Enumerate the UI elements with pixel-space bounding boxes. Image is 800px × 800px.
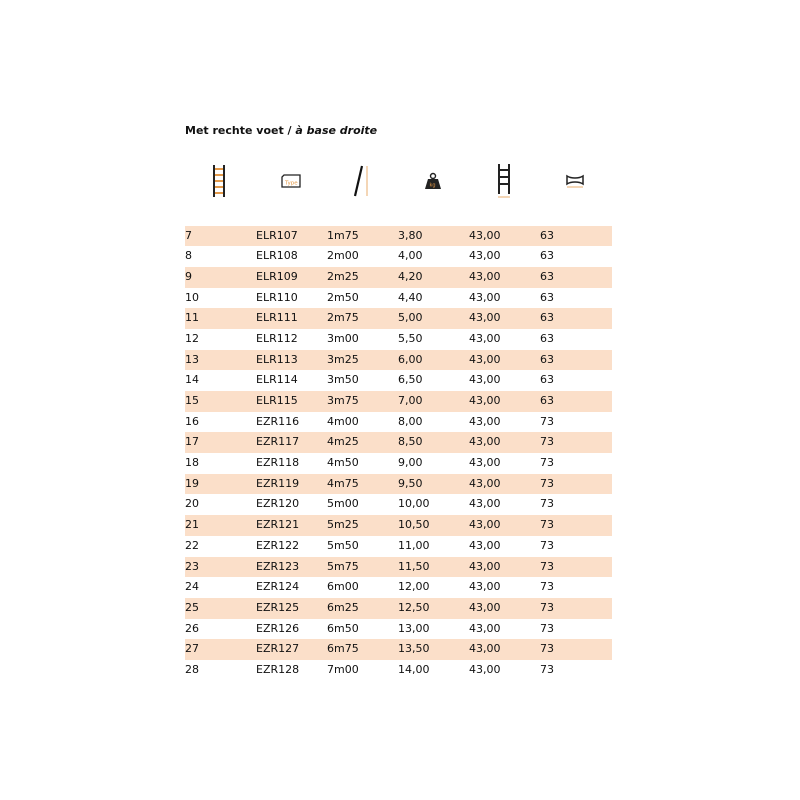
profile-cell: 73 [540, 662, 554, 676]
step-count-cell: 20 [185, 497, 199, 511]
width-cell: 43,00 [469, 352, 501, 366]
type-label-icon [271, 160, 311, 202]
article-code-cell: ELR108 [256, 249, 298, 263]
weight-cell: 5,00 [398, 311, 423, 325]
table-row [185, 391, 612, 412]
article-code-cell: ELR112 [256, 331, 298, 345]
profile-cell: 63 [540, 331, 554, 345]
width-cell: 43,00 [469, 394, 501, 407]
width-cell: 43,00 [469, 435, 501, 449]
profile-cell: 63 [540, 228, 554, 242]
weight-cell: 10,00 [398, 497, 430, 511]
profile-cell: 73 [540, 600, 554, 614]
weight-cell: 11,00 [398, 538, 430, 552]
profile-cell: 73 [540, 414, 554, 428]
weight-cell: 9,50 [398, 476, 423, 490]
step-count-cell: 16 [185, 414, 199, 428]
article-code-cell: EZR119 [256, 476, 300, 490]
profile-cell: 63 [540, 311, 554, 325]
article-code-cell: ELR115 [256, 394, 298, 407]
step-count-cell: 25 [185, 600, 199, 614]
step-count-cell: 9 [185, 269, 192, 283]
profile-cell: 63 [540, 249, 554, 263]
step-count-cell: 23 [185, 559, 199, 573]
table-row [185, 557, 612, 578]
length-cell: 6m00 [327, 580, 359, 594]
length-cell: 4m25 [327, 435, 359, 449]
length-cell: 2m75 [327, 311, 359, 325]
weight-cell: 3,80 [398, 228, 423, 242]
length-cell: 4m00 [327, 414, 359, 428]
width-cell: 43,00 [469, 642, 501, 656]
article-code-cell: EZR124 [256, 580, 300, 594]
table-row [185, 370, 612, 391]
profile-cell: 63 [540, 269, 554, 283]
width-cell: 43,00 [469, 249, 501, 263]
weight-cell: 11,50 [398, 559, 430, 573]
width-cell: 43,00 [469, 456, 501, 470]
weight-cell: 12,00 [398, 580, 430, 594]
weight-cell: 8,50 [398, 435, 423, 449]
step-count-cell: 7 [185, 228, 192, 242]
width-cell: 43,00 [469, 580, 501, 594]
article-code-cell: ELR114 [256, 373, 298, 387]
length-cell: 6m25 [327, 600, 359, 614]
step-count-cell: 18 [185, 456, 199, 470]
table-row [185, 494, 612, 515]
article-code-cell: EZR121 [256, 518, 300, 532]
table-row [185, 453, 612, 474]
step-count-cell: 27 [185, 642, 199, 656]
step-count-cell: 22 [185, 538, 199, 552]
profile-cell: 73 [540, 435, 554, 449]
svg-text:Type: Type [285, 180, 298, 187]
width-cell: 43,00 [469, 497, 501, 511]
step-count-cell: 21 [185, 518, 199, 532]
table-row [185, 619, 612, 640]
profile-cell: 73 [540, 538, 554, 552]
step-count-cell: 14 [185, 373, 199, 387]
section-title [185, 124, 377, 137]
profile-cell: 73 [540, 621, 554, 635]
weight-cell: 14,00 [398, 662, 430, 676]
step-count-cell: 12 [185, 331, 199, 345]
column-icons [185, 160, 612, 202]
table-row [185, 412, 612, 433]
article-code-cell: EZR122 [256, 538, 300, 552]
article-code-cell: EZR116 [256, 414, 300, 428]
article-code-cell: EZR120 [256, 497, 300, 511]
width-cell: 43,00 [469, 600, 501, 614]
step-count-cell: 24 [185, 580, 199, 594]
table-row [185, 350, 612, 371]
length-cell: 1m75 [327, 228, 359, 242]
weight-cell: 10,50 [398, 518, 430, 532]
length-cell: 3m25 [327, 352, 359, 366]
article-code-cell: ELR109 [256, 269, 298, 283]
length-cell: 5m75 [327, 559, 359, 573]
length-cell: 4m75 [327, 476, 359, 490]
weight-cell: 12,50 [398, 600, 430, 614]
profile-cell: 73 [540, 497, 554, 511]
ladder-width-icon [484, 160, 524, 202]
weight-cell: 4,00 [398, 249, 423, 263]
width-cell: 43,00 [469, 518, 501, 532]
table-row [185, 515, 612, 536]
step-count-cell: 10 [185, 290, 199, 304]
article-code-cell: EZR118 [256, 456, 300, 470]
width-cell: 43,00 [469, 269, 501, 283]
table-row [185, 474, 612, 495]
table-row [185, 226, 612, 247]
profile-cell: 73 [540, 642, 554, 656]
weight-cell: 7,00 [398, 394, 423, 407]
width-cell: 43,00 [469, 290, 501, 304]
length-cell: 3m75 [327, 394, 359, 407]
profile-cell: 73 [540, 559, 554, 573]
table-row [185, 246, 612, 267]
article-code-cell: ELR107 [256, 228, 298, 242]
step-count-cell: 26 [185, 621, 199, 635]
title-dutch: Met rechte voet / [185, 124, 296, 137]
weight-cell: 8,00 [398, 414, 423, 428]
width-cell: 43,00 [469, 538, 501, 552]
weight-cell: 4,20 [398, 269, 423, 283]
article-code-cell: EZR127 [256, 642, 300, 656]
article-code-cell: ELR110 [256, 290, 298, 304]
profile-cell: 63 [540, 352, 554, 366]
table-row [185, 660, 612, 681]
step-count-cell: 15 [185, 394, 199, 407]
table-row [185, 267, 612, 288]
table-row [185, 598, 612, 619]
weight-cell: 6,00 [398, 352, 423, 366]
profile-cell: 73 [540, 580, 554, 594]
profile-cell: 73 [540, 476, 554, 490]
length-cell: 5m50 [327, 538, 359, 552]
svg-text:kg: kg [429, 182, 436, 189]
weight-cell: 9,00 [398, 456, 423, 470]
weight-cell: 4,40 [398, 290, 423, 304]
length-cell: 3m50 [327, 373, 359, 387]
step-count-cell: 28 [185, 662, 199, 676]
length-cell: 2m00 [327, 249, 359, 263]
length-cell: 6m50 [327, 621, 359, 635]
title-french: à base droite [295, 124, 378, 137]
length-cell: 2m25 [327, 269, 359, 283]
step-count-cell: 17 [185, 435, 199, 449]
article-code-cell: EZR128 [256, 662, 300, 676]
profile-cell: 73 [540, 456, 554, 470]
width-cell: 43,00 [469, 559, 501, 573]
length-cell: 4m50 [327, 456, 359, 470]
table-row [185, 536, 612, 557]
profile-cell: 73 [540, 518, 554, 532]
length-cell: 7m00 [327, 662, 359, 676]
width-cell: 43,00 [469, 311, 501, 325]
article-code-cell: EZR117 [256, 435, 300, 449]
table-row [185, 432, 612, 453]
table-row [185, 577, 612, 598]
width-cell: 43,00 [469, 476, 501, 490]
length-cell: 5m00 [327, 497, 359, 511]
width-cell: 43,00 [469, 621, 501, 635]
weight-cell: 6,50 [398, 373, 423, 387]
width-cell: 43,00 [469, 331, 501, 345]
step-count-cell: 13 [185, 352, 199, 366]
profile-cell: 63 [540, 290, 554, 304]
ladder-rungs-icon [199, 160, 239, 202]
step-count-cell: 19 [185, 476, 199, 490]
profile-cell: 63 [540, 373, 554, 387]
profile-icon [555, 160, 595, 202]
weight-icon [413, 160, 453, 202]
weight-cell: 13,50 [398, 642, 430, 656]
weight-cell: 5,50 [398, 331, 423, 345]
article-code-cell: EZR123 [256, 559, 300, 573]
length-cell: 3m00 [327, 331, 359, 345]
article-code-cell: EZR126 [256, 621, 300, 635]
table-row [185, 639, 612, 660]
article-code-cell: EZR125 [256, 600, 300, 614]
article-code-cell: ELR111 [256, 311, 298, 325]
step-count-cell: 11 [185, 311, 199, 325]
product-table [185, 226, 612, 681]
length-cell: 2m50 [327, 290, 359, 304]
length-cell: 5m25 [327, 518, 359, 532]
length-icon [342, 160, 382, 202]
weight-cell: 13,00 [398, 621, 430, 635]
width-cell: 43,00 [469, 228, 501, 242]
width-cell: 43,00 [469, 373, 501, 387]
table-row [185, 288, 612, 309]
article-code-cell: ELR113 [256, 352, 298, 366]
width-cell: 43,00 [469, 414, 501, 428]
width-cell: 43,00 [469, 662, 501, 676]
profile-cell: 63 [540, 394, 554, 407]
step-count-cell: 8 [185, 249, 192, 263]
length-cell: 6m75 [327, 642, 359, 656]
table-row [185, 308, 612, 329]
table-row [185, 329, 612, 350]
